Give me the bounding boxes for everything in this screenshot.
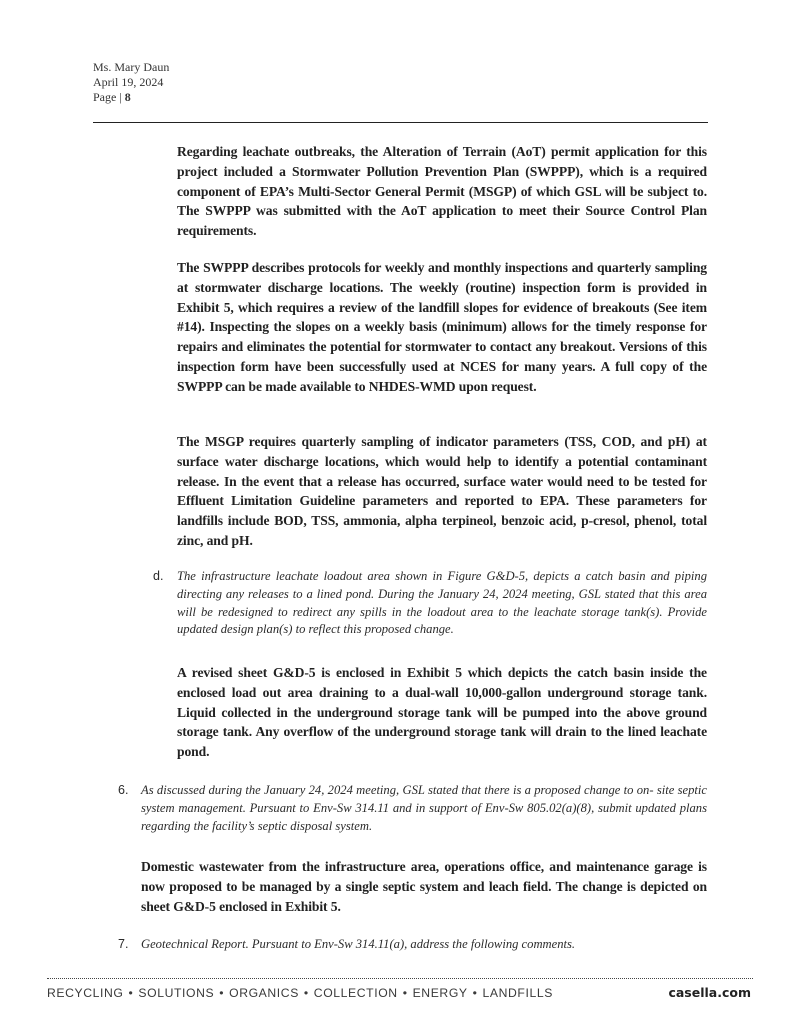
letter-date: April 19, 2024 [93, 75, 164, 89]
page-indicator [93, 90, 169, 105]
footer-service: SOLUTIONS [138, 986, 215, 1000]
item-6-response: Domestic wastewater from the infrastructure area, operations office, and maintenance garage is now proposed to be managed by a single septic system and leach field. The change is depicted on sheet G&D-5 enclosed in Exhibit 5. [141, 859, 707, 914]
footer-service: ENERGY [412, 986, 468, 1000]
bullet-separator: • [128, 986, 134, 1000]
item-d-comment: The infrastructure leachate loadout area shown in Figure G&D-5, depicts a catch basin and piping directing any releases to a lined pond. During the January 24, 2024 meeting, GSL stated that this area will be redesigned to redirect any spills in the loadout area to the leachate storage tank(s). Provide updated design plan(s) to reflect this proposed change. [177, 569, 707, 637]
response-paragraph: Regarding leachate outbreaks, the Alteration of Terrain (AoT) permit application for this project included a Stormwater Pollution Prevention Plan (SWPPP), which is a required component of EPA’s Multi-Sector General Permit (MSGP) of which GSL will be subject to. The SWPPP was submitted with the AoT application to meet their Source Control Plan requirements. [177, 144, 707, 239]
bullet-separator: • [219, 986, 225, 1000]
footer-services [47, 986, 553, 1000]
footer-website: casella.com [668, 985, 751, 1000]
bullet-separator: • [472, 986, 478, 1000]
item-7-comment: Geotechnical Report. Pursuant to Env-Sw 314.11(a), address the following comments. [141, 937, 576, 951]
page-number: 8 [124, 90, 131, 104]
header-divider [93, 122, 708, 123]
recipient-name: Ms. Mary Daun [93, 60, 170, 74]
page-label: Page | [93, 90, 125, 104]
letter-header [93, 60, 169, 105]
item-d-marker: d. [153, 569, 164, 583]
response-paragraph: The SWPPP describes protocols for weekly and monthly inspections and quarterly sampling at stormwater discharge locations. The weekly (routine) inspection form is provided in Exhibit 5, which requires a review of the landfill slopes for evidence of breakouts (See item #14). Inspecting the slopes on a weekly basis (minimum) allows for the timely response for repairs and eliminates the potential for stormwater to contact any breakout. Versions of this inspection form have been successfully used at NCES for many years. A full copy of the SWPPP can be made available to NHDES-WMD upon request. [177, 260, 707, 394]
footer-service: ORGANICS [229, 986, 299, 1000]
footer-service: LANDFILLS [482, 986, 553, 1000]
footer-dotted-divider [47, 978, 753, 979]
bullet-separator: • [303, 986, 309, 1000]
item-6-comment: As discussed during the January 24, 2024 meeting, GSL stated that there is a proposed change to on- site septic system management. Pursuant to Env-Sw 314.11 and in support of Env-Sw 805.02(a)(8), submit updated plans regarding the facility’s septic disposal system. [141, 783, 707, 833]
item-6-marker: 6. [118, 783, 129, 797]
footer-service: RECYCLING [47, 986, 124, 1000]
response-paragraph: The MSGP requires quarterly sampling of indicator parameters (TSS, COD, and pH) at surface water discharge locations, which would help to identify a potential contaminant release. In the event that a release has occurred, surface water would need to be tested for Effluent Limitation Guideline parameters and reported to EPA. These parameters for landfills include BOD, TSS, ammonia, alpha terpineol, benzoic acid, p-cresol, phenol, total zinc, and pH. [177, 434, 707, 548]
bullet-separator: • [402, 986, 408, 1000]
item-7-marker: 7. [118, 937, 129, 951]
footer-service: COLLECTION [313, 986, 398, 1000]
item-d-response: A revised sheet G&D-5 is enclosed in Exhibit 5 which depicts the catch basin inside the enclosed load out area draining to a dual-wall 10,000-gallon underground storage tank. Liquid collected in the underground storage tank will be pumped into the above ground storage tank. Any overflow of the underground storage tank will drain to the lined leachate pond. [177, 665, 707, 760]
